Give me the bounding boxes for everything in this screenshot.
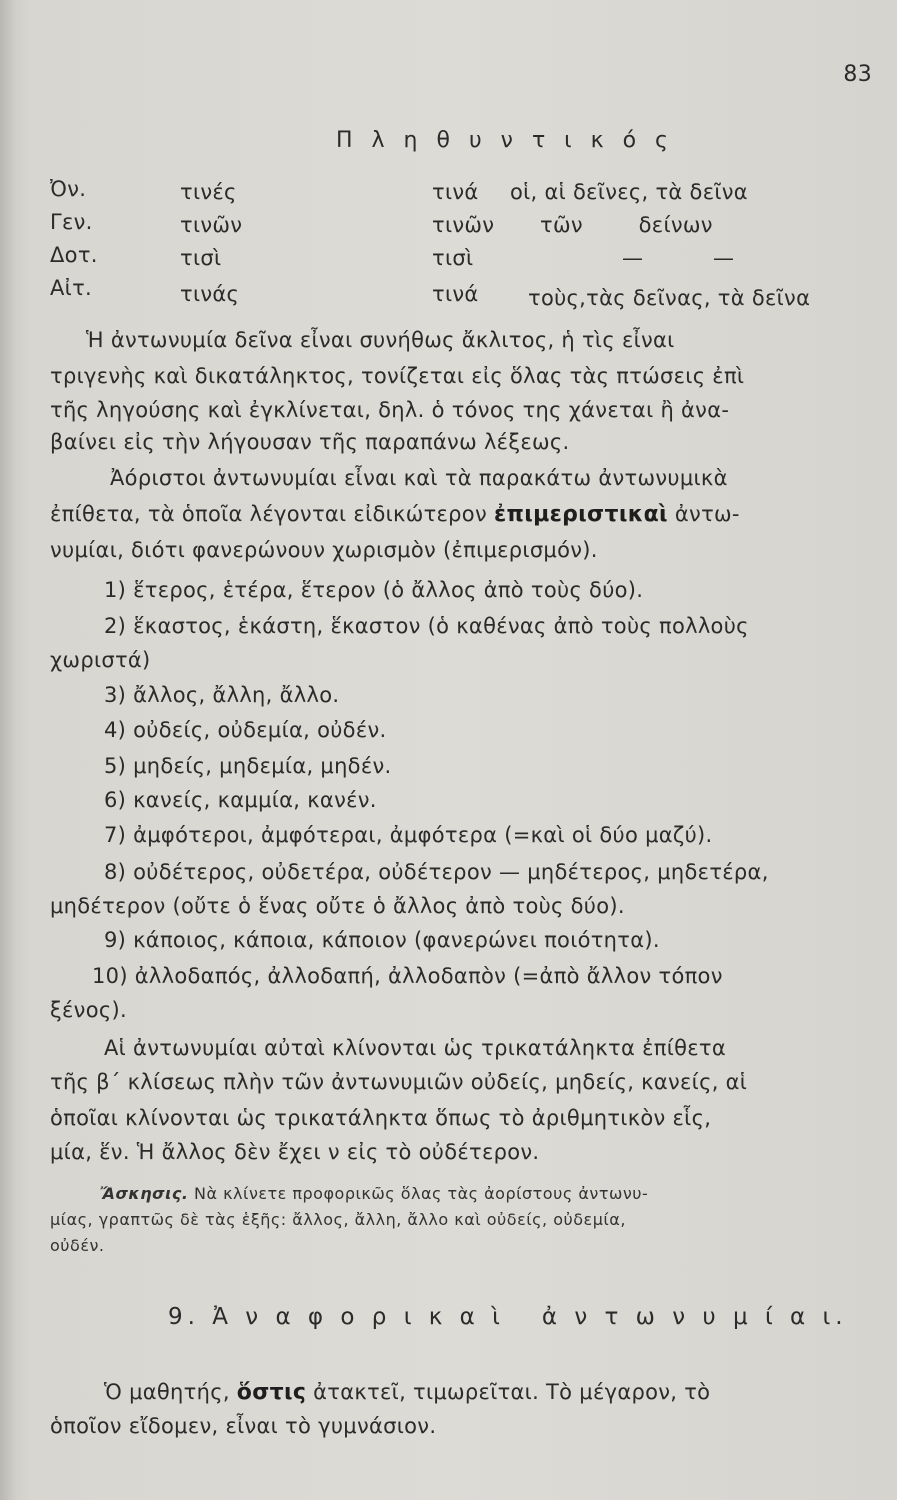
exercise-line: μίας, γραπτῶς δὲ τὰς ἑξῆς: ἄλλος, ἄλλη, ἄλλο καὶ οὐδείς, οὐδεμία, [50, 1210, 626, 1229]
list-item: χωριστά) [50, 648, 151, 672]
section-heading: 9. Ἀ ν α φ ο ρ ι κ α ὶ ἀ ν τ ω ν υ μ ί α ι. [168, 1304, 848, 1330]
paragraph-line [104, 1380, 710, 1405]
exercise-line [100, 1184, 648, 1203]
plural-heading: Π λ η θ υ ν τ ι κ ό ς [336, 128, 674, 153]
exercise-label: Ἄσκησις. [100, 1184, 189, 1203]
paragraph-line: τριγενὴς καὶ δικατάληκτος, τονίζεται εἰς ὅλας τὰς πτώσεις ἐπὶ [50, 364, 745, 388]
emphasized-term: ὅστις [236, 1380, 307, 1405]
case-label: Δοτ. [50, 243, 98, 267]
deina-forms: τοὺς,τὰς δεῖνας, τὰ δεῖνα [528, 286, 811, 310]
paragraph-line: ὁποῖον εἴδομεν, εἶναι τὸ γυμνάσιον. [50, 1414, 437, 1438]
list-item: 2) ἕκαστος, ἑκάστη, ἕκαστον (ὁ καθένας ἀπὸ τοὺς πολλοὺς [104, 614, 749, 638]
paragraph-line: μία, ἕν. Ἡ ἄλλος δὲν ἔχει ν εἰς τὸ οὐδέτερον. [50, 1140, 540, 1164]
form-neuter: τινά [432, 180, 479, 204]
page-number: 83 [843, 62, 872, 87]
exercise-line: οὐδέν. [50, 1236, 105, 1255]
deina-forms: — — [622, 246, 735, 270]
form-masc-fem: τισὶ [180, 246, 222, 270]
list-item: 6) κανείς, καμμία, κανέν. [104, 788, 377, 812]
list-item: ξένος). [50, 998, 127, 1022]
list-item: 1) ἕτερος, ἑτέρα, ἕτερον (ὁ ἄλλος ἀπὸ τοὺς δύο). [104, 578, 644, 602]
case-label: Ὀν. [50, 177, 87, 201]
paragraph-line: ὁποῖαι κλίνονται ὡς τρικατάληκτα ὅπως τὸ ἀριθμητικὸν εἷς, [50, 1106, 712, 1130]
text-segment: ἀντω- [667, 502, 740, 526]
deina-forms: τῶν δείνων [540, 213, 713, 237]
list-item: 5) μηδείς, μηδεμία, μηδέν. [104, 754, 392, 778]
paragraph-line: τῆς β΄ κλίσεως πλὴν τῶν ἀντωνυμιῶν οὐδείς, μηδείς, κανείς, αἱ [50, 1070, 748, 1094]
list-item: μηδέτερον (οὔτε ὁ ἕνας οὔτε ὁ ἄλλος ἀπὸ τοὺς δύο). [50, 894, 625, 918]
list-item: 9) κάποιος, κάποια, κάποιον (φανερώνει ποιότητα). [104, 928, 660, 952]
case-label: Γεν. [50, 210, 93, 234]
text-segment: ἐπίθετα, τὰ ὁποῖα λέγονται εἰδικώτερον [50, 502, 494, 526]
list-item: 10) ἀλλοδαπός, ἀλλοδαπή, ἀλλοδαπὸν (=ἀπὸ ἄλλον τόπον [92, 964, 723, 988]
list-item: 4) οὐδείς, οὐδεμία, οὐδέν. [104, 718, 387, 742]
list-item: 8) οὐδέτερος, οὐδετέρα, οὐδέτερον — μηδέτερος, μηδετέρα, [104, 860, 769, 884]
form-masc-fem: τινάς [180, 282, 240, 306]
paragraph-line: Αἱ ἀντωνυμίαι αὐταὶ κλίνονται ὡς τρικατάληκτα ἐπίθετα [104, 1036, 726, 1060]
form-masc-fem: τινές [180, 180, 237, 204]
form-neuter: τισὶ [432, 246, 474, 270]
emphasized-term: ἐπιμεριστικαὶ [493, 502, 668, 527]
paragraph-line: νυμίαι, διότι φανερώνουν χωρισμὸν (ἐπιμερισμόν). [50, 538, 598, 562]
form-neuter: τινά [432, 282, 479, 306]
case-label: Αἰτ. [50, 276, 92, 300]
list-item: 3) ἄλλος, ἄλλη, ἄλλο. [104, 683, 340, 707]
text-segment: ἀτακτεῖ, τιμωρεῖται. Τὸ μέγαρον, τὸ [306, 1380, 711, 1404]
deina-forms: οἱ, αἱ δεῖνες, τὰ δεῖνα [510, 180, 748, 204]
paragraph-line: Ἀόριστοι ἀντωνυμίαι εἶναι καὶ τὰ παρακάτω ἀντωνυμικὰ [110, 466, 728, 490]
exercise-text: Νὰ κλίνετε προφορικῶς ὅλας τὰς ἀορίστους ἀντωνυ- [188, 1184, 649, 1203]
text-segment: Ὁ μαθητής, [104, 1380, 237, 1404]
paragraph-line: βαίνει εἰς τὴν λήγουσαν τῆς παραπάνω λέξεως. [50, 430, 570, 454]
list-item: 7) ἀμφότεροι, ἀμφότεραι, ἀμφότερα (=καὶ οἱ δύο μαζύ). [104, 823, 713, 847]
paragraph-line [50, 502, 740, 527]
paragraph-line: Ἡ ἀντωνυμία δεῖνα εἶναι συνήθως ἄκλιτος, ἡ τὶς εἶναι [86, 328, 675, 352]
form-masc-fem: τινῶν [180, 213, 243, 237]
paragraph-line: τῆς ληγούσης καὶ ἐγκλίνεται, δηλ. ὁ τόνος της χάνεται ἢ ἀνα- [50, 398, 730, 422]
form-neuter: τινῶν [432, 213, 495, 237]
page-spine-shadow [0, 0, 18, 1500]
